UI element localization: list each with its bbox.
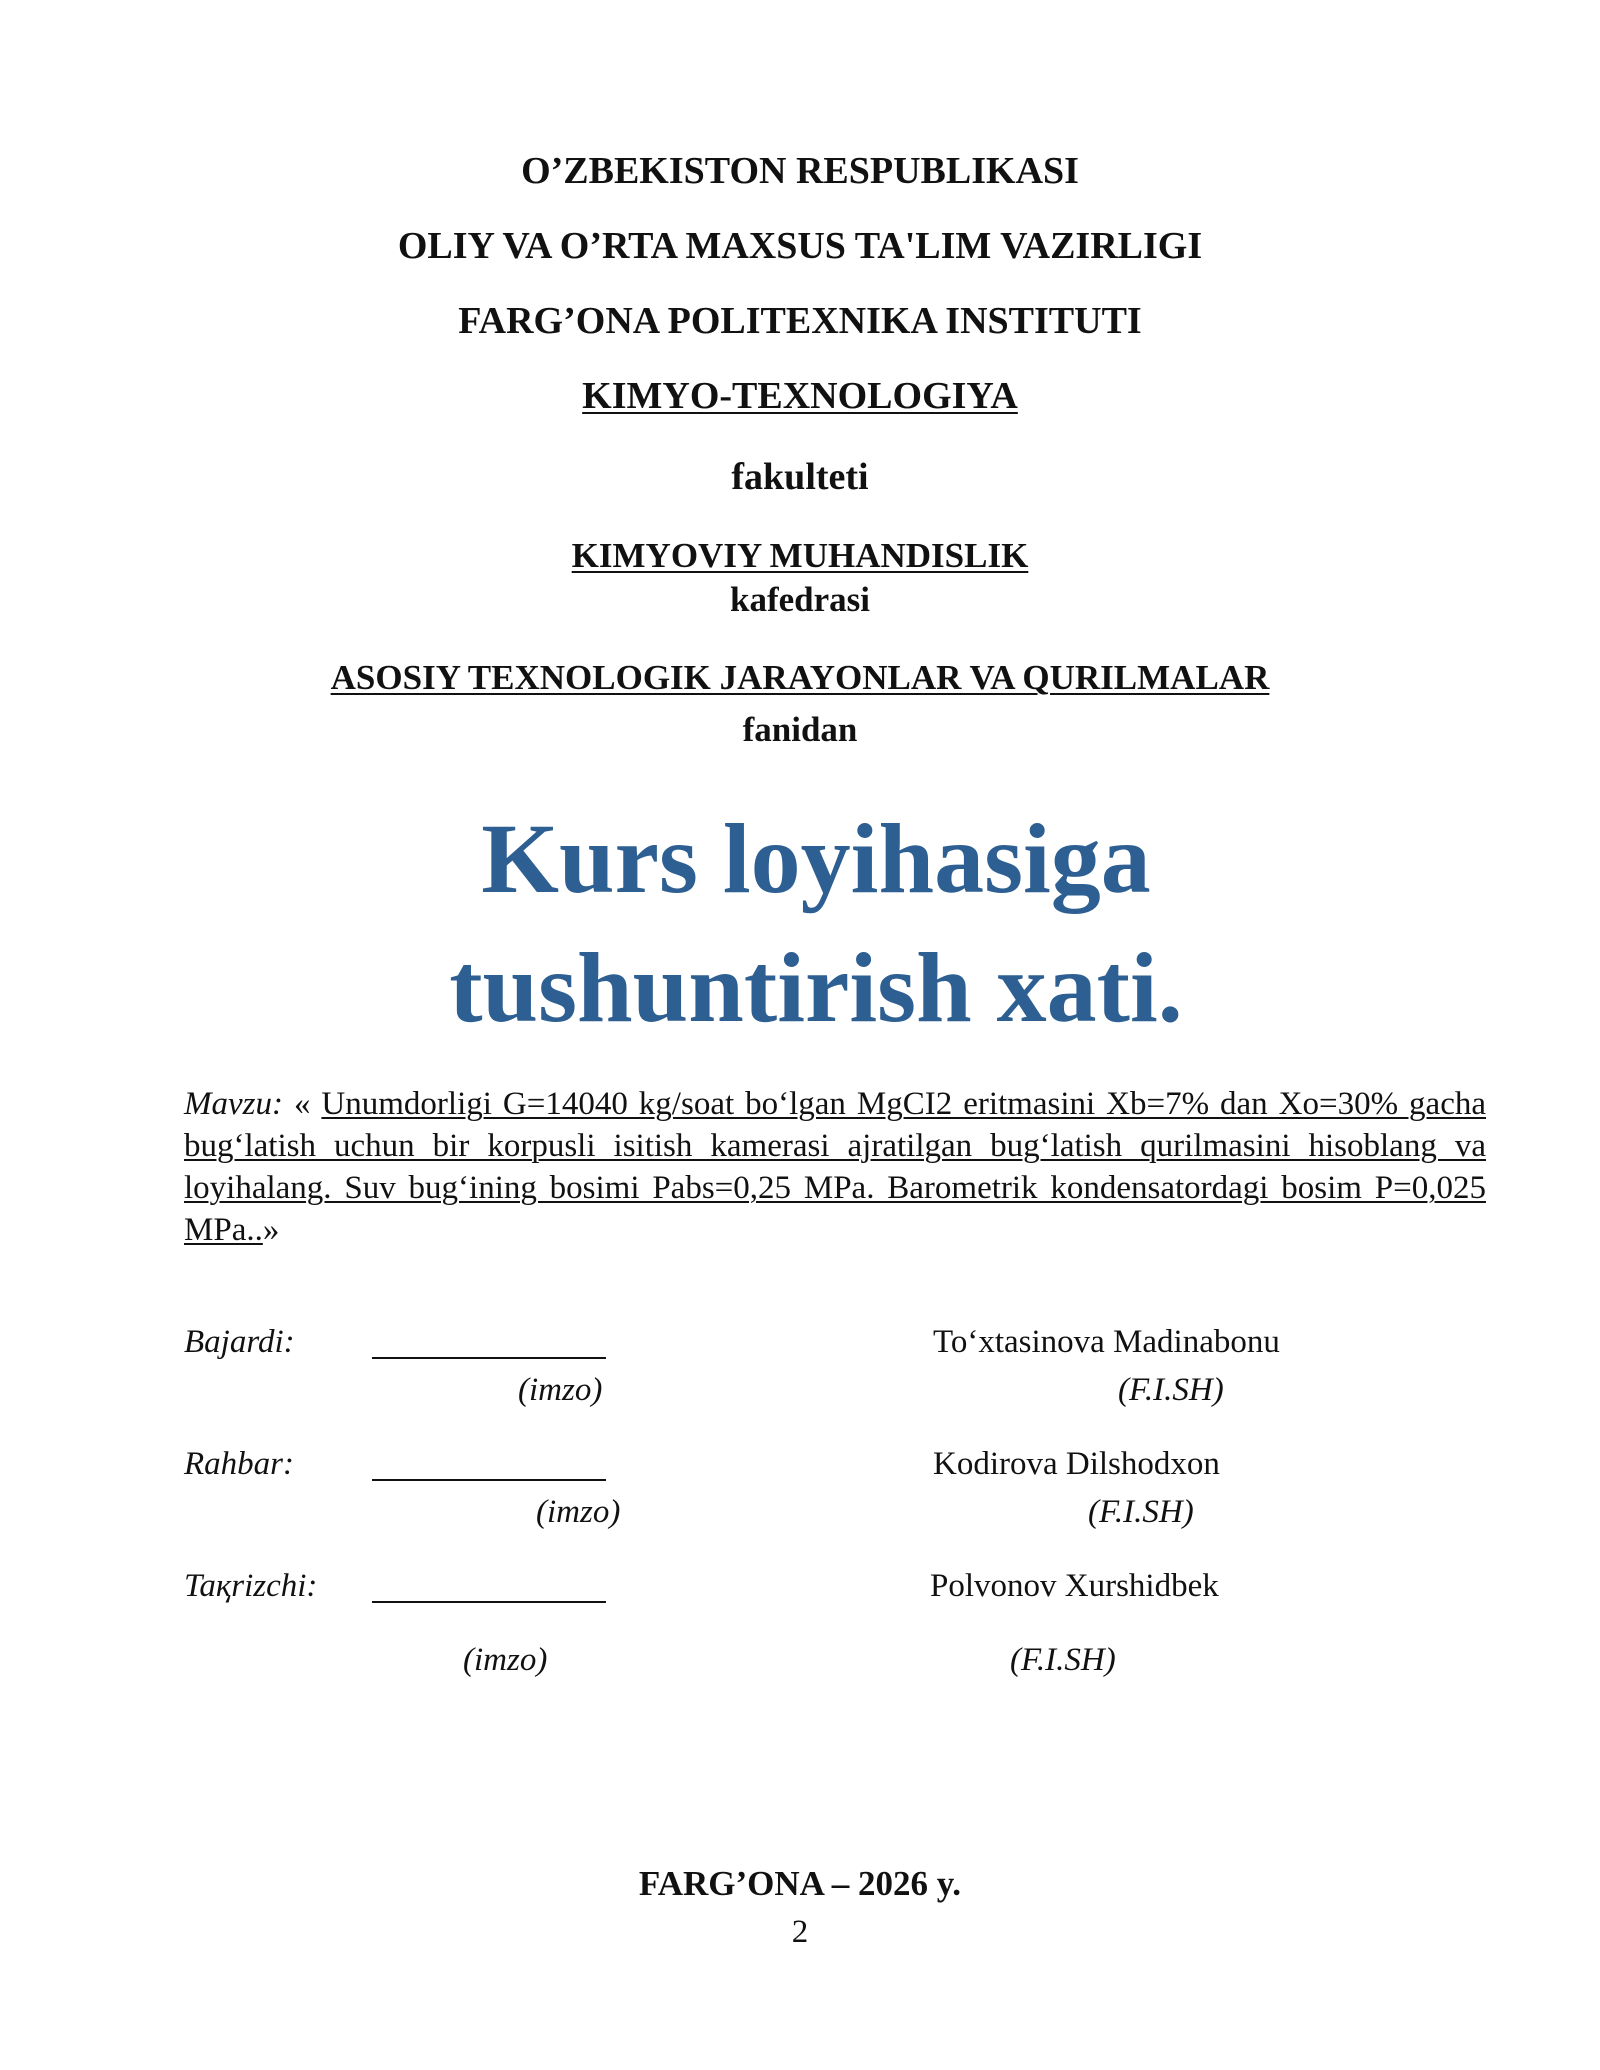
signature-line-executor bbox=[372, 1357, 606, 1359]
topic-paragraph bbox=[184, 1083, 1486, 1251]
role-label-reviewer: Taқrizchi: bbox=[184, 1568, 318, 1604]
department-name-line bbox=[0, 534, 1600, 578]
signature-caption-executor: (imzo) bbox=[518, 1372, 603, 1408]
signature-line-supervisor bbox=[372, 1479, 606, 1481]
city-year: FARG’ONA – 2026 y. bbox=[638, 1864, 962, 1903]
document-title-line1: Kurs loyihasiga bbox=[481, 803, 1151, 914]
topic-text: Unumdorligi G=14040 kg/soat bo‘lgan MgCI2 eritmasini Xb=7% dan Xo=30% gacha bug‘latish uchun bir korpusli isitish kamerasi ajratilgan bug‘latish qurilmasini hisoblang va loyihalang. Suv bug‘ining bosimi Pabs=0,25 MPa. Barometrik kondensatordagi bosim P=0,025 MPa.. bbox=[184, 1086, 1486, 1248]
topic-label: Mavzu: bbox=[184, 1086, 283, 1122]
subject-word: fanidan bbox=[742, 710, 858, 749]
ministry-heading: OLIY VA O’RTA MAXSUS TA'LIM VAZIRLIGI bbox=[397, 225, 1203, 267]
signature-caption-supervisor: (imzo) bbox=[536, 1494, 621, 1530]
person-name-supervisor: Kodirova Dilshodxon bbox=[933, 1446, 1220, 1482]
department-name: KIMYOVIY MUHANDISLIK bbox=[571, 536, 1029, 575]
faculty-name: KIMYO-TEXNOLOGIYA bbox=[582, 375, 1018, 417]
signature-line-reviewer bbox=[372, 1601, 606, 1603]
page-number: 2 bbox=[791, 1914, 809, 1950]
topic-close-quote: » bbox=[262, 1212, 280, 1248]
signature-caption-reviewer: (imzo) bbox=[463, 1642, 548, 1678]
subject-name-line bbox=[0, 656, 1600, 700]
role-label-executor: Bajardi: bbox=[184, 1324, 295, 1360]
department-word: kafedrasi bbox=[730, 580, 870, 619]
name-caption-reviewer: (F.I.SH) bbox=[1010, 1642, 1116, 1678]
document-title-line2: tushuntirish xati. bbox=[449, 932, 1183, 1043]
faculty-word: fakulteti bbox=[731, 456, 869, 498]
topic-open-quote: « bbox=[282, 1086, 322, 1122]
person-name-executor: To‘xtasinova Madinabonu bbox=[933, 1324, 1280, 1360]
name-caption-supervisor: (F.I.SH) bbox=[1088, 1494, 1194, 1530]
institute-heading: FARG’ONA POLITEXNIKA INSTITUTI bbox=[458, 300, 1142, 342]
role-label-supervisor: Rahbar: bbox=[184, 1446, 294, 1482]
country-heading: O’ZBEKISTON RESPUBLIKASI bbox=[521, 150, 1079, 192]
person-name-reviewer: Polvonov Xurshidbek bbox=[930, 1568, 1219, 1604]
name-caption-executor: (F.I.SH) bbox=[1118, 1372, 1224, 1408]
faculty-name-line bbox=[0, 372, 1600, 420]
subject-name: ASOSIY TEXNOLOGIK JARAYONLAR VA QURILMALAR bbox=[330, 658, 1270, 697]
